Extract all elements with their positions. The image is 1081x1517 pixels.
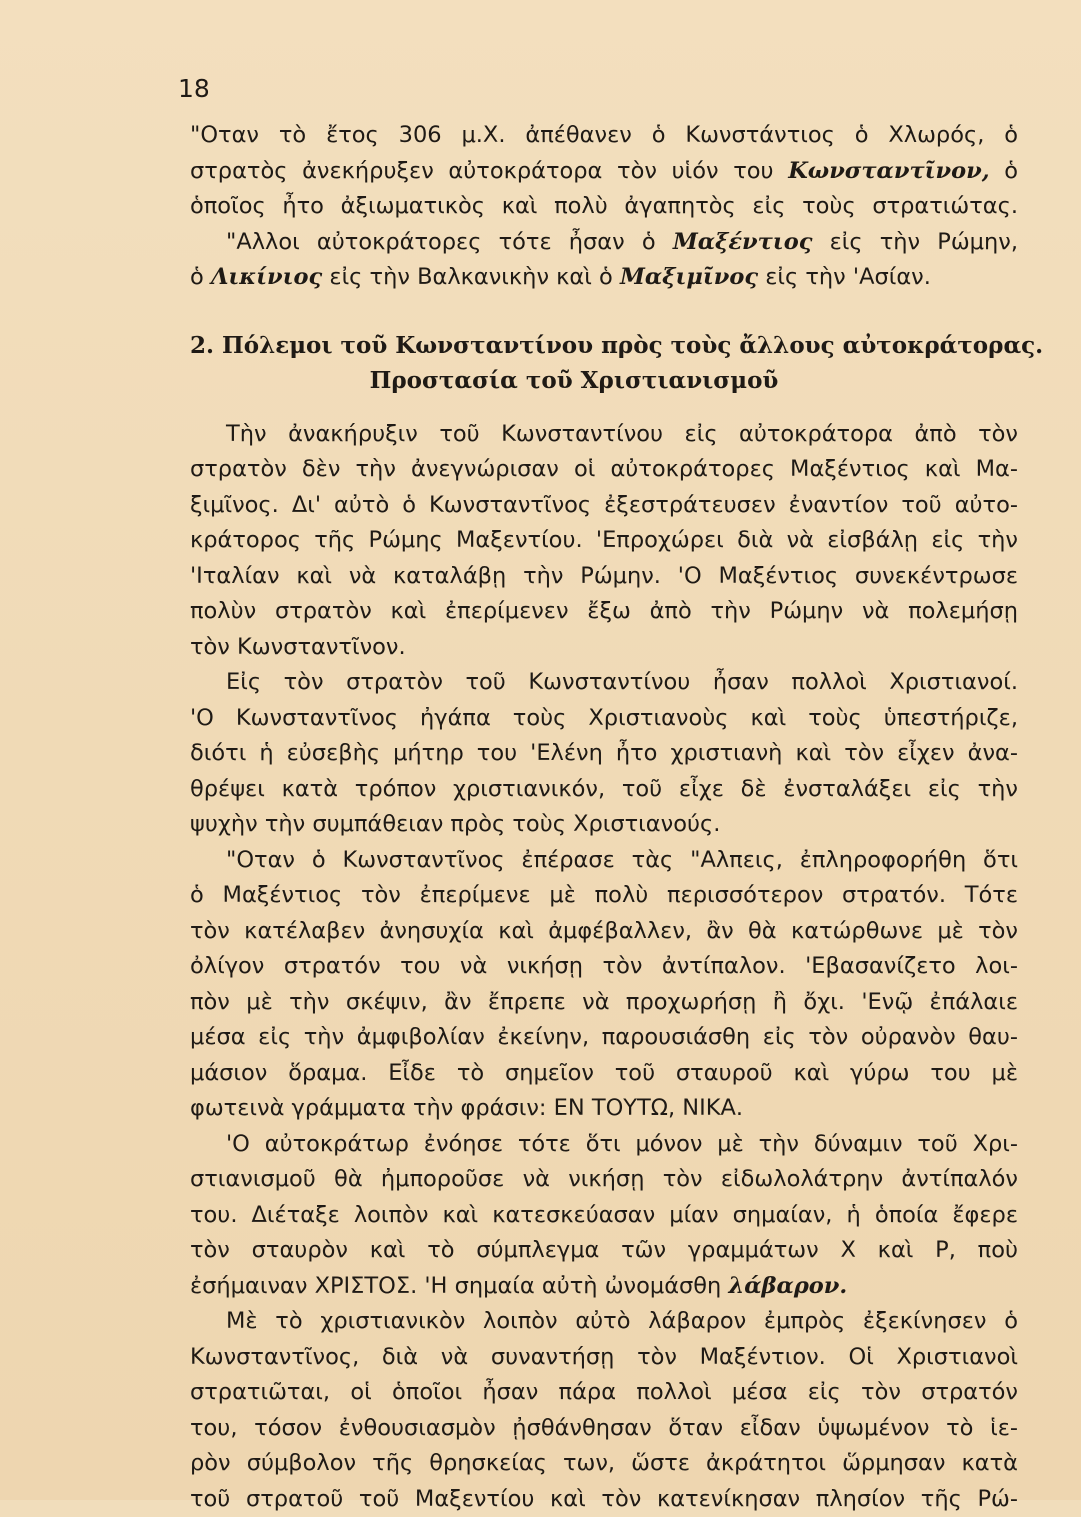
text-line: "Οταν τὸ ἔτος 306 μ.Χ. ἀπέθανεν ὁ Κωνστάντιος ὁ Χλωρός, ὁ <box>190 118 1018 154</box>
text-line: ρὸν σύμβολον τῆς θρησκείας των, ὥστε ἀκράτητοι ὥρμησαν κατὰ <box>190 1446 1018 1482</box>
text-line: ψυχὴν τὴν συμπάθειαν πρὸς τοὺς Χριστιανούς. <box>190 807 1018 843</box>
text-line: ὁποῖος ἦτο ἀξιωματικὸς καὶ πολὺ ἀγαπητὸς εἰς τοὺς στρατιώτας. <box>190 189 1018 225</box>
page-text <box>190 118 1018 1517</box>
text-line: στιανισμοῦ θὰ ἠμποροῦσε νὰ νικήσῃ τὸν εἰδωλολάτρην ἀντίπαλόν <box>190 1162 1018 1198</box>
text-run: στρατὸς ἀνεκήρυξεν αὐτοκράτορα τὸν υἱόν του <box>190 158 774 184</box>
text-line: τὸν Κωνσταντῖνον. <box>190 630 1018 666</box>
text-line: Κωνσταντῖνος, διὰ νὰ συναντήσῃ τὸν Μαξέντιον. Οἱ Χριστιανοὶ <box>190 1340 1018 1376</box>
text-line: 'Ο αὐτοκράτωρ ἐνόησε τότε ὅτι μόνον μὲ τὴν δύναμιν τοῦ Χρι- <box>190 1127 1018 1163</box>
text-line <box>190 225 1018 261</box>
spacer <box>190 399 1018 417</box>
section-subheading: Προστασία τοῦ Χριστιανισμοῦ <box>190 363 1018 399</box>
text-line: πὸν μὲ τὴν σκέψιν, ἂν ἔπρεπε νὰ προχωρήσῃ ἢ ὄχι. 'Ενῷ ἐπάλαιε <box>190 985 1018 1021</box>
text-run: εἰς τὴν Βαλκανικὴν καὶ ὁ <box>329 264 612 290</box>
page-number: 18 <box>178 74 210 103</box>
text-line: ὁ Μαξέντιος τὸν ἐπερίμενε μὲ πολὺ περισσότερον στρατόν. Τότε <box>190 878 1018 914</box>
text-line: διότι ἡ εὐσεβὴς μήτηρ του 'Ελένη ἦτο χριστιανὴ καὶ τὸν εἶχεν ἀνα- <box>190 736 1018 772</box>
text-line <box>190 1269 1018 1305</box>
text-line <box>190 154 1018 190</box>
text-line: μέσα εἰς τὴν ἀμφιβολίαν ἐκείνην, παρουσιάσθη εἰς τὸν οὐρανὸν θαυ- <box>190 1020 1018 1056</box>
text-line: θρέψει κατὰ τρόπον χριστιανικόν, τοῦ εἶχε δὲ ἐνσταλάξει εἰς τὴν <box>190 772 1018 808</box>
text-line: Τὴν ἀνακήρυξιν τοῦ Κωνσταντίνου εἰς αὐτοκράτορα ἀπὸ τὸν <box>190 417 1018 453</box>
text-line: Εἰς τὸν στρατὸν τοῦ Κωνσταντίνου ἦσαν πολλοὶ Χριστιανοί. <box>190 665 1018 701</box>
text-line: ὀλίγον στρατόν του νὰ νικήσῃ τὸν ἀντίπαλον. 'Εβασανίζετο λοι- <box>190 949 1018 985</box>
text-line: κράτορος τῆς Ρώμης Μαξεντίου. 'Επροχώρει διὰ νὰ εἰσβάλῃ εἰς τὴν <box>190 523 1018 559</box>
text-run: εἰς τὴν Ρώμην, <box>830 229 1018 255</box>
emphasized-name: Κωνσταντῖνον, <box>788 158 989 184</box>
text-line: τὸν σταυρὸν καὶ τὸ σύμπλεγμα τῶν γραμμάτων Χ καὶ Ρ, ποὺ <box>190 1233 1018 1269</box>
text-line: τοῦ στρατοῦ τοῦ Μαξεντίου καὶ τὸν κατενίκησαν πλησίον τῆς Ρώ- <box>190 1482 1018 1517</box>
text-run: "Αλλοι αὐτοκράτορες τότε ἦσαν ὁ <box>226 229 656 255</box>
text-run: ὁ <box>190 264 204 290</box>
text-line: φωτεινὰ γράμματα τὴν φράσιν: ΕΝ ΤΟΥΤΩ, ΝΙΚΑ. <box>190 1091 1018 1127</box>
text-run: εἰς τὴν 'Ασίαν. <box>765 264 931 290</box>
spacer <box>190 296 1018 328</box>
text-run: ὁ <box>1004 158 1018 184</box>
emphasized-name: Μαξιμῖνος <box>620 264 758 290</box>
text-line <box>190 260 1018 296</box>
text-line: πολὺν στρατὸν καὶ ἐπερίμενεν ἔξω ἀπὸ τὴν Ρώμην νὰ πολεμήσῃ <box>190 594 1018 630</box>
emphasized-name: Λικίνιος <box>211 264 322 290</box>
section-heading: 2. Πόλεμοι τοῦ Κωνσταντίνου πρὸς τοὺς ἄλλους αὐτοκράτορας. <box>190 328 1018 364</box>
text-line: "Οταν ὁ Κωνσταντῖνος ἐπέρασε τὰς "Αλπεις, ἐπληροφορήθη ὅτι <box>190 843 1018 879</box>
text-line: 'Ιταλίαν καὶ νὰ καταλάβῃ τὴν Ρώμην. 'Ο Μαξέντιος συνεκέντρωσε <box>190 559 1018 595</box>
text-line: του, τόσον ἐνθουσιασμὸν ᾐσθάνθησαν ὅταν εἶδαν ὑψωμένον τὸ ἱε- <box>190 1411 1018 1447</box>
text-line: ξιμῖνος. Δι' αὐτὸ ὁ Κωνσταντῖνος ἐξεστράτευσεν ἐναντίον τοῦ αὐτο- <box>190 488 1018 524</box>
text-line: μάσιον ὅραμα. Εἶδε τὸ σημεῖον τοῦ σταυροῦ καὶ γύρω του μὲ <box>190 1056 1018 1092</box>
text-line: στρατιῶται, οἱ ὁποῖοι ἦσαν πάρα πολλοὶ μέσα εἰς τὸν στρατόν <box>190 1375 1018 1411</box>
text-run: ἐσήμαιναν ΧΡΙΣΤΟΣ. 'Η σημαία αὐτὴ ὠνομάσθη <box>190 1273 721 1299</box>
text-line: του. Διέταξε λοιπὸν καὶ κατεσκεύασαν μίαν σημαίαν, ἡ ὁποία ἔφερε <box>190 1198 1018 1234</box>
text-line: 'Ο Κωνσταντῖνος ἠγάπα τοὺς Χριστιανοὺς καὶ τοὺς ὑπεστήριζε, <box>190 701 1018 737</box>
emphasized-name: Μαξέντιος <box>673 229 813 255</box>
emphasized-term: λάβαρον. <box>728 1273 847 1299</box>
text-line: στρατὸν δὲν τὴν ἀνεγνώρισαν οἱ αὐτοκράτορες Μαξέντιος καὶ Μα- <box>190 452 1018 488</box>
text-line: τὸν κατέλαβεν ἀνησυχία καὶ ἀμφέβαλλεν, ἂν θὰ κατώρθωνε μὲ τὸν <box>190 914 1018 950</box>
text-line: Μὲ τὸ χριστιανικὸν λοιπὸν αὐτὸ λάβαρον ἐμπρὸς ἐξεκίνησεν ὁ <box>190 1304 1018 1340</box>
